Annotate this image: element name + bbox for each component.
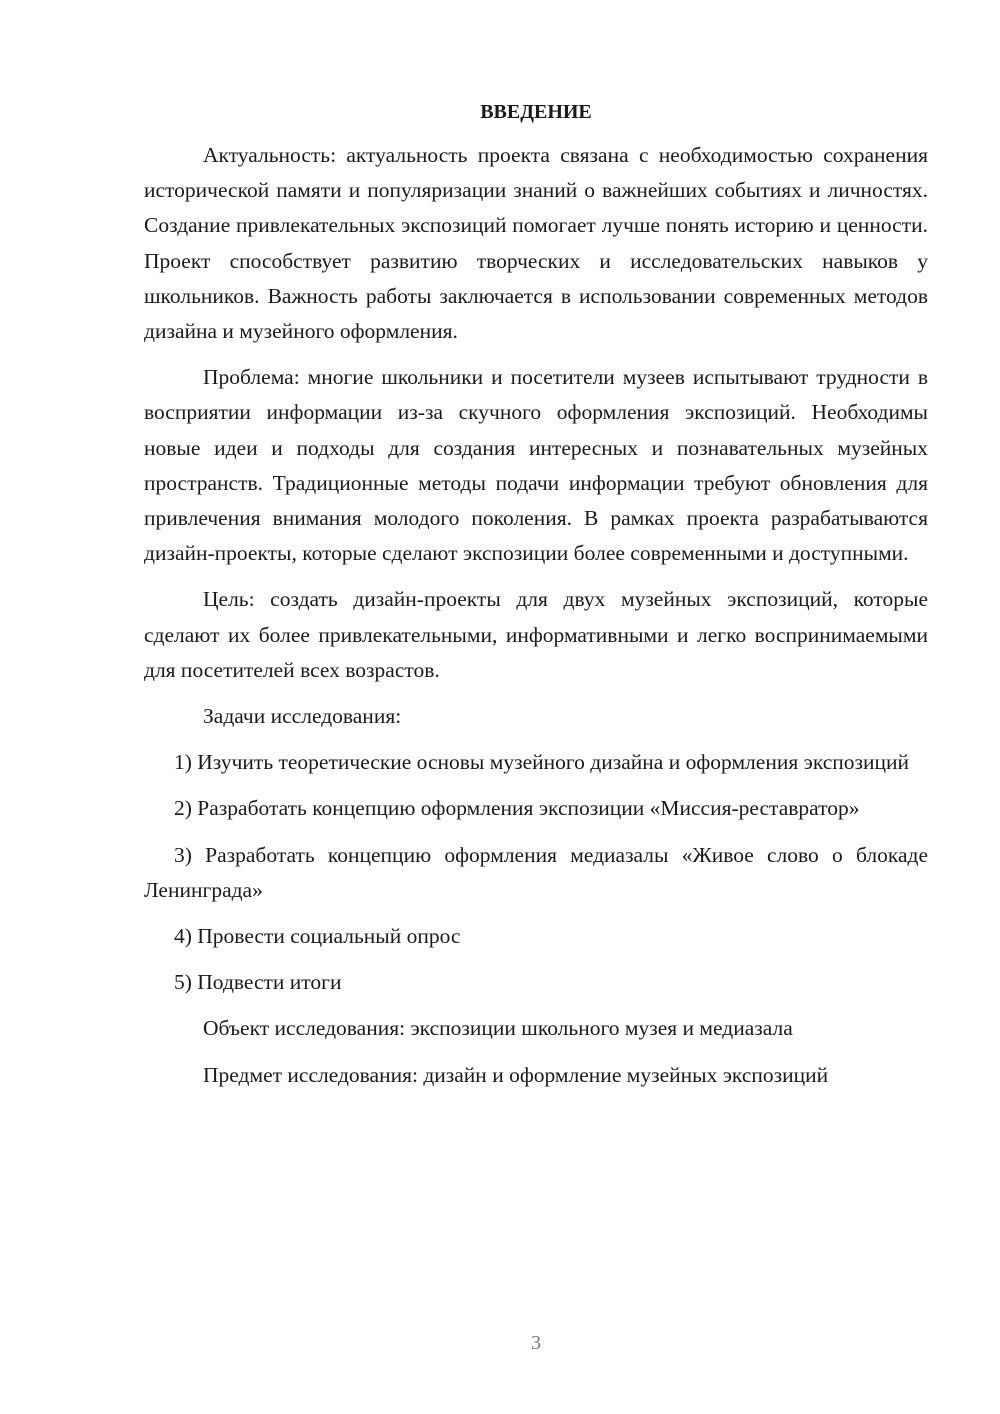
goal-paragraph: Цель: создать дизайн-проекты для двух музейных экспозиций, которые сделают их более привлекательными, информативными и легко воспринимаемыми для посетителей всех возрастов. [144,587,928,682]
page-number: 3 [531,1332,541,1354]
document-page [144,96,928,1104]
task-item-1: 1) Изучить теоретические основы музейного дизайна и оформления экспозиций [174,750,910,775]
task-item-2: 2) Разработать концепцию оформления экспозиции «Миссия-реставратор» [174,796,860,821]
task-item-5: 5) Подвести итоги [174,970,342,995]
task-item-4: 4) Провести социальный опрос [174,924,461,949]
problem-paragraph: Проблема: многие школьники и посетители музеев испытывают трудности в восприятии информации из-за скучного оформления экспозиций. Необходимы новые идеи и подходы для создания интересных и познавательных музейных пространств. Традиционные методы подачи информации требуют обновления для привлечения внимания молодого поколения. В рамках проекта разрабатываются дизайн-проекты, которые сделают экспозиции более современными и доступными. [144,365,928,566]
research-object: Объект исследования: экспозиции школьного музея и медиазала [203,1016,793,1041]
relevance-paragraph: Актуальность: актуальность проекта связана с необходимостью сохранения исторической памяти и популяризации знаний о важнейших событиях и личностях. Создание привлекательных экспозиций помогает лучше понять историю и ценности. Проект способствует развитию творческих и исследовательских навыков у школьников. Важность работы заключается в использовании современных методов дизайна и музейного оформления. [144,143,928,344]
page-title: ВВЕДЕНИЕ [480,101,592,123]
task-item-3: 3) Разработать концепцию оформления медиазалы «Живое слово о блокаде Ленинграда» [144,842,928,902]
research-subject: Предмет исследования: дизайн и оформление музейных экспозиций [203,1062,829,1087]
tasks-heading: Задачи исследования: [203,704,402,729]
